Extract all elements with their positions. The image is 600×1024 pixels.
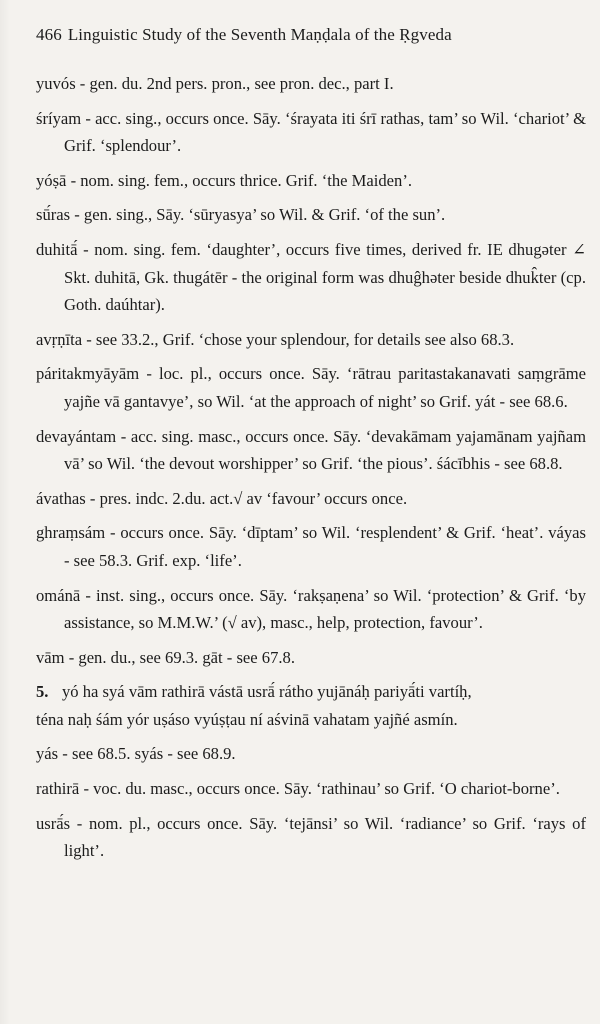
running-title: Linguistic Study of the Seventh Maṇḍala of the Ṛgveda bbox=[67, 25, 452, 44]
verse-line-2: téna naḥ śám yór uṣáso vyúṣṭau ní aśvinā vahatam yajñé asmín. bbox=[36, 709, 458, 729]
entry-rathira: rathirā - voc. du. masc., occurs once. Sāy. ‘rathinau’ so Grif. ‘O chariot-borne’. bbox=[36, 779, 560, 799]
entry-avathas: ávathas - pres. indc. 2.du. act.√ av ‘favour’ occurs once. bbox=[36, 488, 408, 508]
entry-suras: sū́ras - gen. sing., Sāy. ‘sūryasya’ so Wil. & Grif. ‘of the sun’. bbox=[36, 205, 446, 225]
verse-block bbox=[36, 678, 586, 733]
entry-ghramsam: ghraṃsám - occurs once. Sāy. ‘dīptam’ so Wil. ‘resplendent’ & Grif. ‘heat’. váyas - see 58.3. Grif. exp. ‘life’. bbox=[36, 523, 586, 570]
running-head bbox=[36, 24, 586, 46]
entry-yosa: yóṣā - nom. sing. fem., occurs thrice. Grif. ‘the Maiden’. bbox=[36, 170, 413, 190]
entry-yuvos: yuvós - gen. du. 2nd pers. pron., see pron. dec., part I. bbox=[36, 74, 394, 93]
entry-devayantam: devayántam - acc. sing. masc., occurs once. Sāy. ‘devakāmam yajamānam yajñam vā’ so Wil. ‘the devout worshipper’ so Grif. ‘the pious’. śácībhis - see 68.8. bbox=[36, 426, 586, 474]
entry-duhita: duhitā́ - nom. sing. fem. ‘daughter’, occurs five times, derived fr. IE dhugəter ∠ Skt. duhitā, Gk. thugátēr - the original form was dhuĝhəter beside dhuk̂ter (cp. Goth. daúhtar). bbox=[36, 239, 586, 315]
entry-paritakmyayam: páritakmyāyām - loc. pl., occurs once. Sāy. ‘rātrau paritastakanavati saṃgrāme yajñe vā gantavye’, so Wil. ‘at the approach of night’ so Grif. yát - see 68.6. bbox=[36, 364, 586, 411]
glossary-entries bbox=[36, 70, 586, 865]
entry-yas: yás - see 68.5. syás - see 68.9. bbox=[36, 744, 236, 764]
verse-number: 5. bbox=[36, 682, 49, 702]
entry-omana: ománā - inst. sing., occurs once. Sāy. ‘rakṣaṇena’ so Wil. ‘protection’ & Grif. ‘by assistance, so M.M.W.’ (√ av), masc., help, protection, favour’. bbox=[36, 585, 586, 633]
entry-vam: vām - gen. du., see 69.3. gāt - see 67.8. bbox=[36, 647, 295, 667]
entry-usras: usrā́s - nom. pl., occurs once. Sāy. ‘tejānsi’ so Wil. ‘radiance’ so Grif. ‘rays of light’. bbox=[36, 813, 586, 861]
verse-line-1: yó ha syá vām rathirā vástā usrā́ rátho yujānáḥ pariyā́ti vartíḥ, bbox=[62, 682, 472, 702]
entry-avrnita: avṛṇīta - see 33.2., Grif. ‘chose your splendour, for details see also 68.3. bbox=[36, 329, 515, 349]
entry-sriyam: śríyam - acc. sing., occurs once. Sāy. ‘śrayata iti śrī rathas, tam’ so Wil. ‘chariot’ & Grif. ‘splendour’. bbox=[36, 108, 586, 156]
page-number: 466 bbox=[36, 25, 62, 44]
